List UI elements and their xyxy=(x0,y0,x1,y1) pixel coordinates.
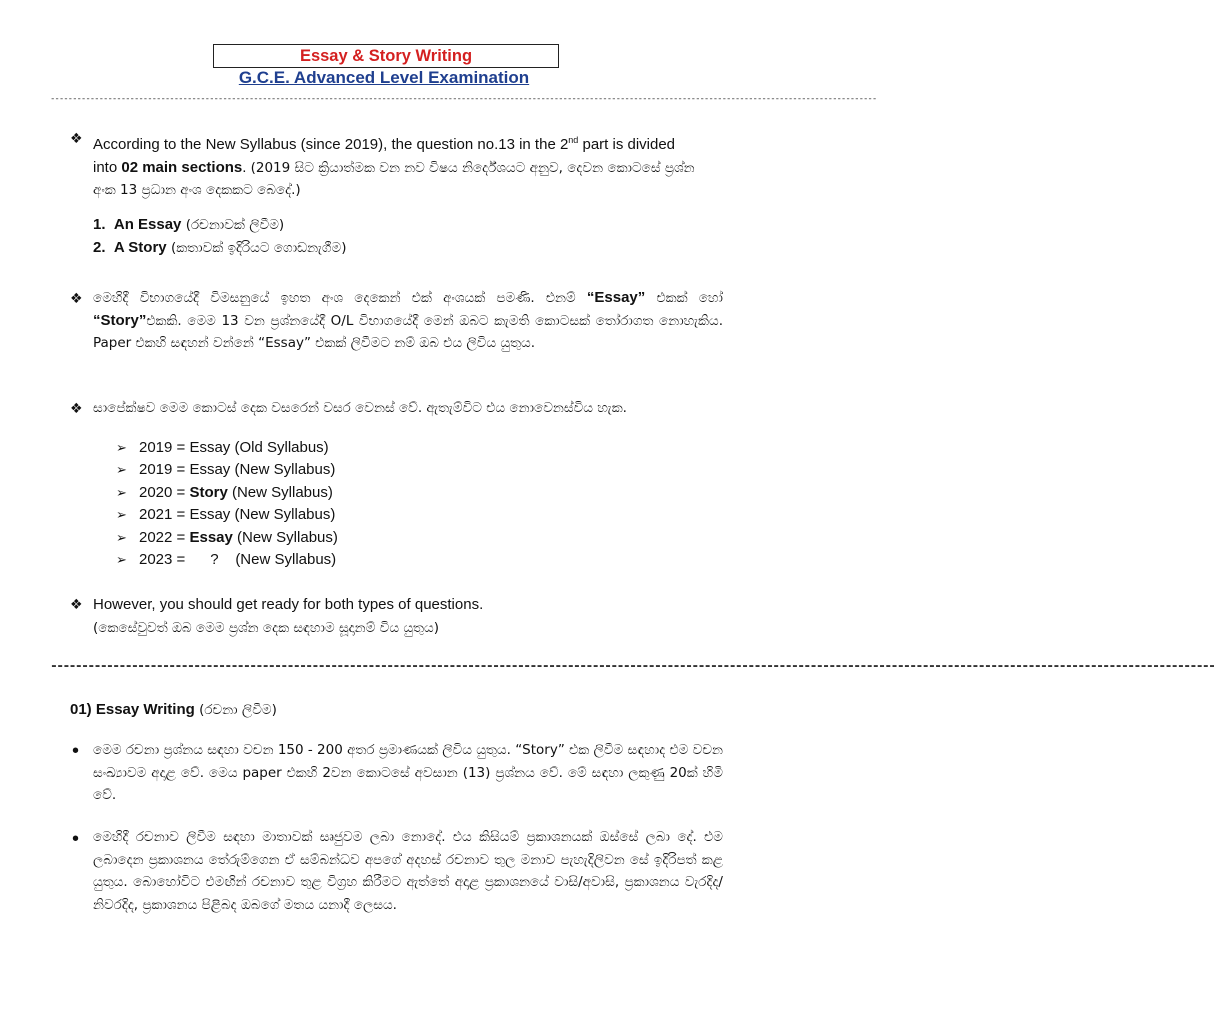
document-subtitle: G.C.E. Advanced Level Examination xyxy=(238,68,530,87)
diamond-bullet-icon: ❖ xyxy=(70,596,83,612)
variation-paragraph: සාපේක්ෂව මෙම කොටස් දෙක වසරෙන් වසර වෙනස් වේ. ඇතැම්විට එය නොවෙනස්විය හැක. xyxy=(93,400,627,416)
list-item: 2. A Story (කතාවක් ඉදිරියට ගොඩනැගීම) xyxy=(93,239,347,256)
essay-topic-paragraph: මෙහිදී රචනාව ලිවීම සඳහා මාතාවක් සෘජුවම ලබා නොදේ. එය කිසියම් ප්‍රකාශනයක් ඔස්සේ ලබා දේ. එම ලබාදෙන ප්‍රකාශනය තේරුම්ගෙන ඒ සම්බන්ධව අපගේ අදහස් රචනාව තුල මනාව පැහැදිලිවන සේ ඉදිරිපත් කළ යුතුය. බොහෝවිට එමඟින් රචනාව තුළ විග්‍රහ කිරීමට ඇත්තේ අදාළ ප්‍රකාශනයේ වාසි/අවාසි, ප්‍රකාශනය වැරදිද/නිවරදිද, ප්‍රකාශනය පිළිබද ඔබගේ මතය යනාදී ලෙසය. xyxy=(93,829,723,913)
year-item: 2023 = ? (New Syllabus) xyxy=(139,551,337,568)
arrow-bullet-icon: ➢ xyxy=(116,530,127,545)
essay-word-count-paragraph: මෙම රචනා ප්‍රශ්නය සඳහා වචන 150 - 200 අතර ප්‍රමාණයක් ලිවිය යුතුය. “Story” එක ලිවීම සඳහාද එම වචන සංඛ්‍යාවම අදාළ වේ. මෙය paper එකහි 2වන කොටසේ අවසාන (13) ප්‍රශ්නය වේ. මේ සඳහා ලකුණු 20ක් හිමි වේ. xyxy=(93,742,723,803)
year-item: 2022 = Essay (New Syllabus) xyxy=(139,529,338,546)
preparation-note: However, you should get ready for both types of questions. xyxy=(93,596,484,613)
intro-paragraph: According to the New Syllabus (since 2019), the question no.13 in the 2nd part is divided into 02 main sections. (2019 සිට ක්‍රියාත්මක වන නව විෂය නිර්දේශයට අනුව, දෙවන කොටසේ ප්‍රශ්න අංක 13 ප්‍රධාන අංශ දෙකකට බෙදේ.) xyxy=(93,135,695,198)
arrow-bullet-icon: ➢ xyxy=(116,552,127,567)
diamond-bullet-icon: ❖ xyxy=(70,400,83,416)
arrow-bullet-icon: ➢ xyxy=(116,440,127,455)
separator-top: ------------------------------------------------------------------------------------------------------------------------------------------------------------------------------------------- xyxy=(50,94,877,104)
arrow-bullet-icon: ➢ xyxy=(116,462,127,477)
year-item: 2020 = Story (New Syllabus) xyxy=(139,484,333,501)
arrow-bullet-icon: ➢ xyxy=(116,485,127,500)
exam-note-paragraph: මෙහිදී විභාගයේදී විමසනුයේ ඉහත අංශ දෙකෙන් එක් අංශයක් පමණි. එනම් “Essay” එකක් හෝ “Story”එකකි. මෙම 13 වන ප්‍රශ්නයේදී O/L විභාගයේදී මෙන් ඔබට කැමති කොටසක් තෝරාගත නොහැකිය. Paper එකහි සඳහන් වන්නේ “Essay” එකක් ලිවීමට නම් ඔබ එය ලිවිය යුතුය. xyxy=(93,289,723,351)
dot-bullet-icon: • xyxy=(72,740,80,762)
year-item: 2021 = Essay (New Syllabus) xyxy=(139,506,336,523)
section-heading: 01) Essay Writing (රචනා ලිවීම) xyxy=(70,701,277,718)
separator-middle: ------------------------------------------------------------------------------------------------------------------------------------------------------------------------------------------- xyxy=(50,659,1214,674)
year-item: 2019 = Essay (Old Syllabus) xyxy=(139,439,329,456)
title-box xyxy=(213,44,559,68)
preparation-note-sinhala: (කෙසේවුවත් ඔබ මෙම ප්‍රශ්න දෙක සඳහාම සූදානම් විය යුතුය) xyxy=(93,620,439,636)
list-item: 1. An Essay (රචනාවක් ලිවීම) xyxy=(93,216,285,233)
arrow-bullet-icon: ➢ xyxy=(116,507,127,522)
dot-bullet-icon: • xyxy=(72,828,80,850)
diamond-bullet-icon: ❖ xyxy=(70,130,83,146)
year-item: 2019 = Essay (New Syllabus) xyxy=(139,461,336,478)
document-title: Essay & Story Writing xyxy=(299,47,473,65)
diamond-bullet-icon: ❖ xyxy=(70,290,83,306)
